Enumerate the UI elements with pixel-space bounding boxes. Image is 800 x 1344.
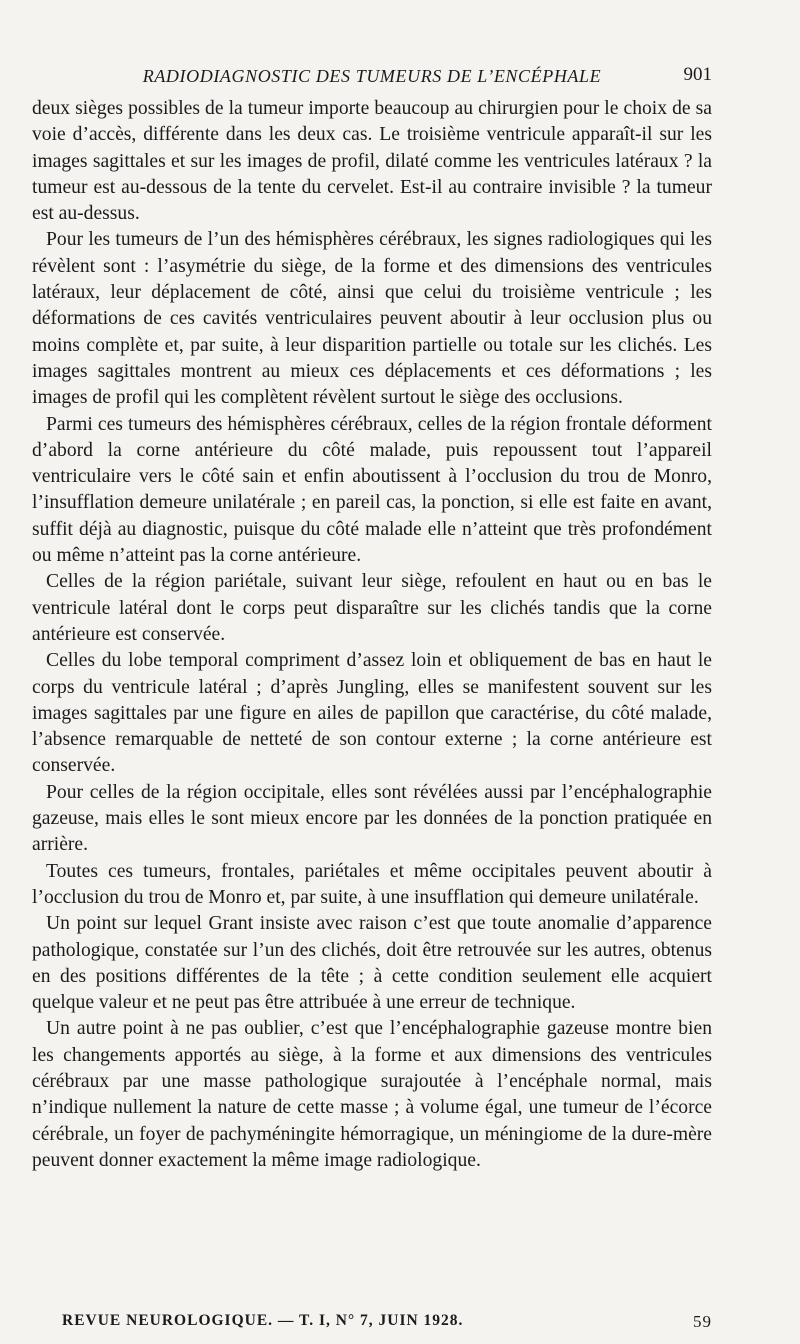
journal-citation: REVUE NEUROLOGIQUE. — T. I, N° 7, JUIN 1928. <box>62 1312 464 1329</box>
paragraph: Parmi ces tumeurs des hémisphères cérébraux, celles de la région frontale déforment d’abord la corne antérieure du côté malade, puis repoussent tout l’appareil ventriculaire vers le côté sain et enfin aboutissent à l’occlusion du trou de Monro, l’insufflation demeure unilatérale ; en pareil cas, la ponction, si elle est faite en avant, suffit déjà au diagnostic, puisque du côté malade elle n’atteint que très profondément ou même n’atteint pas la corne antérieure. <box>32 413 712 567</box>
page-number: 901 <box>683 64 712 85</box>
paragraph: Pour celles de la région occipitale, elles sont révélées aussi par l’encéphalographie gazeuse, mais elles le sont mieux encore par les données de la ponction pratiquée en arrière. <box>32 781 712 856</box>
paragraph: Un point sur lequel Grant insiste avec raison c’est que toute anomalie d’apparence pathologique, constatée sur l’un des clichés, doit être retrouvée sur les autres, obtenus en des positions différentes de la tête ; à cette condition seulement elle acquiert quelque valeur et ne peut pas être attribuée à une erreur de technique. <box>32 913 712 1014</box>
signature-mark: 59 <box>693 1312 712 1331</box>
paragraph: Celles de la région pariétale, suivant leur siège, refoulent en haut ou en bas le ventricule latéral dont le corps peut disparaître sur les clichés tandis que la corne antérieure est conservée. <box>32 571 712 645</box>
paragraph: Celles du lobe temporal compriment d’assez loin et obliquement de bas en haut le corps du ventricule latéral ; d’après Jungling, elles se manifestent souvent sur les images sagittales par une figure en ailes de papillon que caractérise, du côté malade, l’absence remarquable de netteté de son contour externe ; la corne antérieure est conservée. <box>32 650 712 777</box>
paragraph: Pour les tumeurs de l’un des hémisphères cérébraux, les signes radiologiques qui les révèlent sont : l’asymétrie du siège, de la forme et des dimensions des ventricules latéraux, leur déplacement de côté, ainsi que celui du troisième ventricule ; les déformations de ces cavités ventriculaires peuvent aboutir à leur occlusion plus ou moins complète et, par suite, à leur disparition partielle ou totale sur les clichés. Les images sagittales montrent au mieux ces déplacements et ces déformations ; les images de profil qui les complètent révèlent surtout le siège des occlusions. <box>32 229 712 409</box>
paragraph: deux sièges possibles de la tumeur importe beaucoup au chirurgien pour le choix de sa voie d’accès, différente dans les deux cas. Le troisième ventricule apparaît-il sur les images sagittales et sur les images de profil, dilaté comme les ventricules latéraux ? la tumeur est au-dessous de la tente du cervelet. Est-il au contraire invisible ? la tumeur est au-dessus. <box>32 98 712 225</box>
running-header: RADIODIAGNOSTIC DES TUMEURS DE L’ENCÉPHALE <box>142 66 602 86</box>
body-text <box>32 96 712 1174</box>
paragraph: Un autre point à ne pas oublier, c’est que l’encéphalographie gazeuse montre bien les changements apportés au siège, à la forme et aux dimensions des ventricules cérébraux par une masse pathologique surajoutée à l’encéphale normal, mais n’indique nullement la nature de cette masse ; à volume égal, une tumeur de l’écorce cérébrale, un foyer de pachyméningite hémorragique, un méningiome de la dure-mère peuvent donner exactement la même image radiologique. <box>32 1018 712 1171</box>
paragraph: Toutes ces tumeurs, frontales, pariétales et même occipitales peuvent aboutir à l’occlusion du trou de Monro et, par suite, à une insufflation qui demeure unilatérale. <box>32 860 712 908</box>
